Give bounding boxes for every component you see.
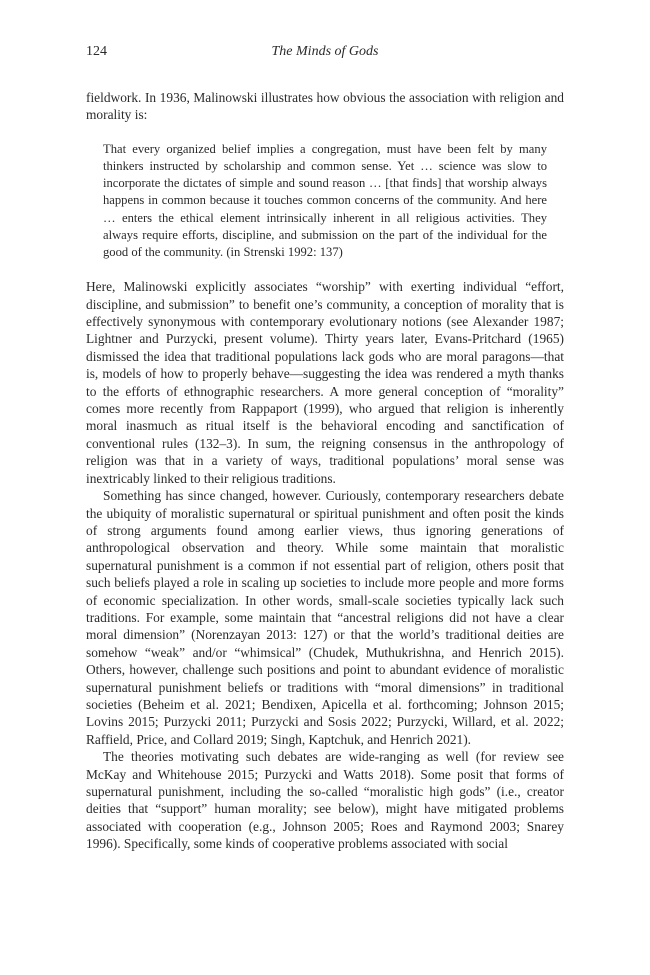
page-number: 124 [86, 44, 107, 59]
intro-paragraph: fieldwork. In 1936, Malinowski illustrates how obvious the association with religion and morality is: [86, 90, 564, 123]
paragraph-malinowski: Here, Malinowski explicitly associates “worship” with exerting individual “effort, discipline, and submission” to benefit one’s community, a conception of morality that is effectively synonymous with contemporary evolutionary notions (see Alexander 1987; Lightner and Purzycki, present volume). Thirty years later, Evans-Pritchard (1965) dismissed the idea that traditional populations lack gods who are moral paragons—that is, models of how to properly behave—suggesting the idea was rendered a myth thanks to the efforts of ethnographic researchers. A more general conception of “morality” comes more recently from Rappaport (1999), who argued that religion is inherently moral inasmuch as ritual itself is the behavioral encoding and sanctification of conventional rules (132–3). In sum, the reigning consensus in the anthropology of religion was that in a variety of ways, traditional populations’ moral sense was inextricably linked to their religious traditions. [86, 279, 564, 486]
running-header [86, 44, 564, 64]
block-quote: That every organized belief implies a congregation, must have been felt by many thinkers instructed by scholarship and common sense. Yet … science was slow to incorporate the dictates of simple and sound reason … [that finds] that worship always happens in common because it touches common concerns of the community. And here … enters the ethical element intrinsically inherent in all religious activities. They always require efforts, discipline, and submission on the part of the individual for the good of the community. (in Strenski 1992: 137) [103, 141, 547, 260]
paragraph-theories: The theories motivating such debates are wide-ranging as well (for review see McKay and Whitehouse 2015; Purzycki and Watts 2018). Some posit that forms of supernatural punishment, including the so-called “moralistic high gods” (i.e., creator deities that “support” human morality; see below), might have mitigated problems associated with cooperation (e.g., Johnson 2005; Roes and Raymond 2003; Snarey 1996). Specifically, some kinds of cooperative problems associated with social [86, 749, 564, 852]
running-title: The Minds of Gods [271, 44, 379, 59]
body-text [86, 89, 564, 853]
paragraph-debate: Something has since changed, however. Curiously, contemporary researchers debate the ubiquity of moralistic supernatural or spiritual punishment and often posit the kinds of strong arguments found among earlier views, thus ignoring generations of anthropological observation and theory. While some maintain that moralistic supernatural punishment is a common if not essential part of religion, others posit that such beliefs played a role in scaling up societies to include more people and more forms of economic specialization. In other words, small-scale societies typically lack such traditions. For example, some maintain that “ancestral religions did not have a clear moral dimension” (Norenzayan 2013: 127) or that the world’s traditional deities are somehow “weak” and/or “whimsical” (Chudek, Muthukrishna, and Henrich 2015). Others, however, challenge such positions and point to abundant evidence of moralistic supernatural punishment beliefs or traditions with “moral dimensions” in traditional societies (Beheim et al. 2021; Bendixen, Apicella et al. forthcoming; Johnson 2015; Lovins 2015; Purzycki 2011; Purzycki and Sosis 2022; Purzycki, Willard, et al. 2022; Raffield, Price, and Collard 2019; Singh, Kaptchuk, and Henrich 2021). [86, 488, 564, 747]
